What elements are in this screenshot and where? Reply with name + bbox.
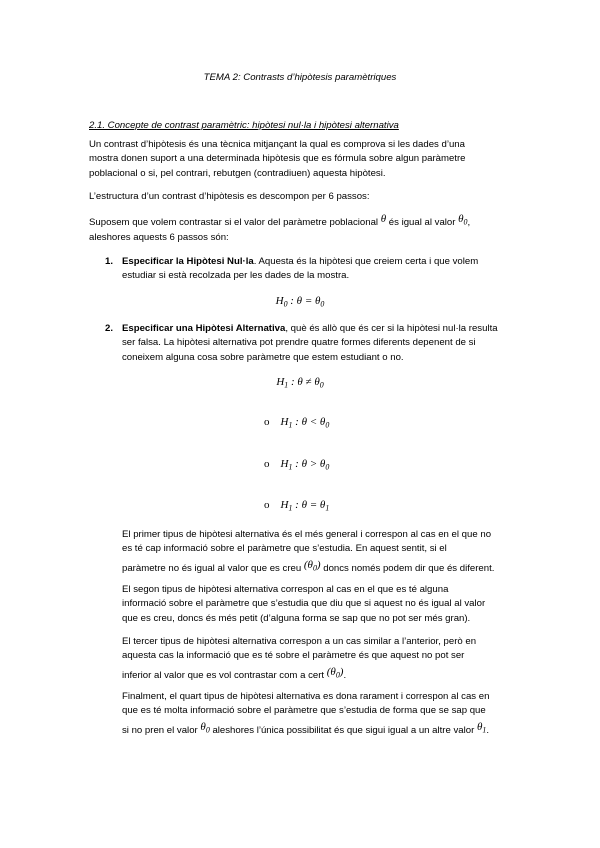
step-2-bold: Especificar una Hipòtesi Alternativa [122,323,286,334]
intro-paragraph [89,138,519,181]
theta0-symbol: $\theta_0$ [458,213,468,227]
document-title: TEMA 2: Contrasts d’hipòtesis paramètriques [203,72,397,83]
theta0-symbol: $(\theta_0)$ [303,558,321,573]
theta0-symbol: $(\theta_0)$ [326,665,344,680]
suppose-line-2: aleshores aquests 6 passos són: [89,231,229,243]
step-1-text: Especificar la Hipòtesi Nul·la. Aquesta és la hipòtesi que creiem certa i que volem estudiar si està recolzada per les dades de la mostra. [122,256,479,282]
intro-line-2: mostra donen suport a una determinada hipòtesis que es fórmula sobre algun paràmetre [89,153,466,165]
step-2-text: Especificar una Hipòtesi Alternativa, què és allò que és cer si la hipòtesi nul·la resulta ser falsa. La hipòtesi alternativa pot prendre quatre formes diferents depenent de si coneixem alguna cosa sobre paràmetre que estem estudiant o no. [122,323,498,363]
alt-hypothesis-formula-2: o $H_1$ : $\theta < \theta_0$ [264,416,330,430]
null-hypothesis-formula: $H_0$ : $\theta = \theta_0$ [275,295,325,309]
alt-hypothesis-formula-3: o $H_1$ : $\theta > \theta_0$ [264,458,330,472]
intro-line-1: Un contrast d’hipòtesis és una tècnica mitjançant la qual es comprova si les dades d’una [89,139,465,150]
intro-line-3: poblacional o si, pel contrari, rebutgen (contradiuen) aquesta hipòtesi. [89,167,386,179]
structure-sentence: L’estructura d’un contrast d’hipòtesis es descompon per 6 passos: [89,191,370,202]
section-heading: 2.1. Concepte de contrast paramètric: hipòtesi nul·la i hipòtesi alternativa [89,120,399,131]
step-2-number: 2. [105,323,114,334]
alt-hypothesis-formula-1: $H_1$ : $\theta \ne \theta_0$ [276,376,324,390]
explanation-second: El segon tipus de hipòtesi alternativa correspon al cas en el que es té alguna informació sobre el paràmetre que s’estudia que diu que si aquest no és igual al valor que es creu, doncs és més petit (d’alguna forma se sap que no pot ser més gran). [122,584,486,624]
explanation-first: El primer tipus de hipòtesi alternativa és el més general i correspon al cas en el que no es té cap informació sobre el paràmetre que s’estudia. En aquest sentit, si el paràmetre no és igual al valor que es creu $(\theta_0)$ doncs només podem dir que és diferent. [122,529,495,574]
theta1-symbol: $\theta_1$ [476,720,487,735]
theta-symbol: θ [380,213,387,225]
suppose-paragraph [89,214,519,245]
step-1-bold: Especificar la Hipòtesi Nul·la [122,256,254,267]
alt-hypothesis-formula-4: o $H_1$ : $\theta = \theta_1$ [264,499,330,513]
explanation-fourth: Finalment, el quart tipus de hipòtesi alternativa es dona rarament i correspon al cas en que es té molta informació sobre el paràmetre que s’estudia de forma que se sap que si no pren el valor $\theta_0$ aleshores l’única possibilitat és que sigui igual a un altre valor $\theta_1$. [122,691,490,736]
step-1-number: 1. [105,256,114,267]
suppose-line-1: Suposem que volem contrastar si el valor del paràmetre poblacional θ és igual al valor $\theta_0$, [89,213,471,228]
theta0-symbol: $\theta_0$ [200,720,210,735]
explanation-third: El tercer tipus de hipòtesi alternativa correspon a un cas similar a l’anterior, però en aquesta cas la informació que es té sobre el paràmetre és que aquest no pot ser inferior al valor que es vol contrastar com a cert $(\theta_0)$. [122,636,477,681]
